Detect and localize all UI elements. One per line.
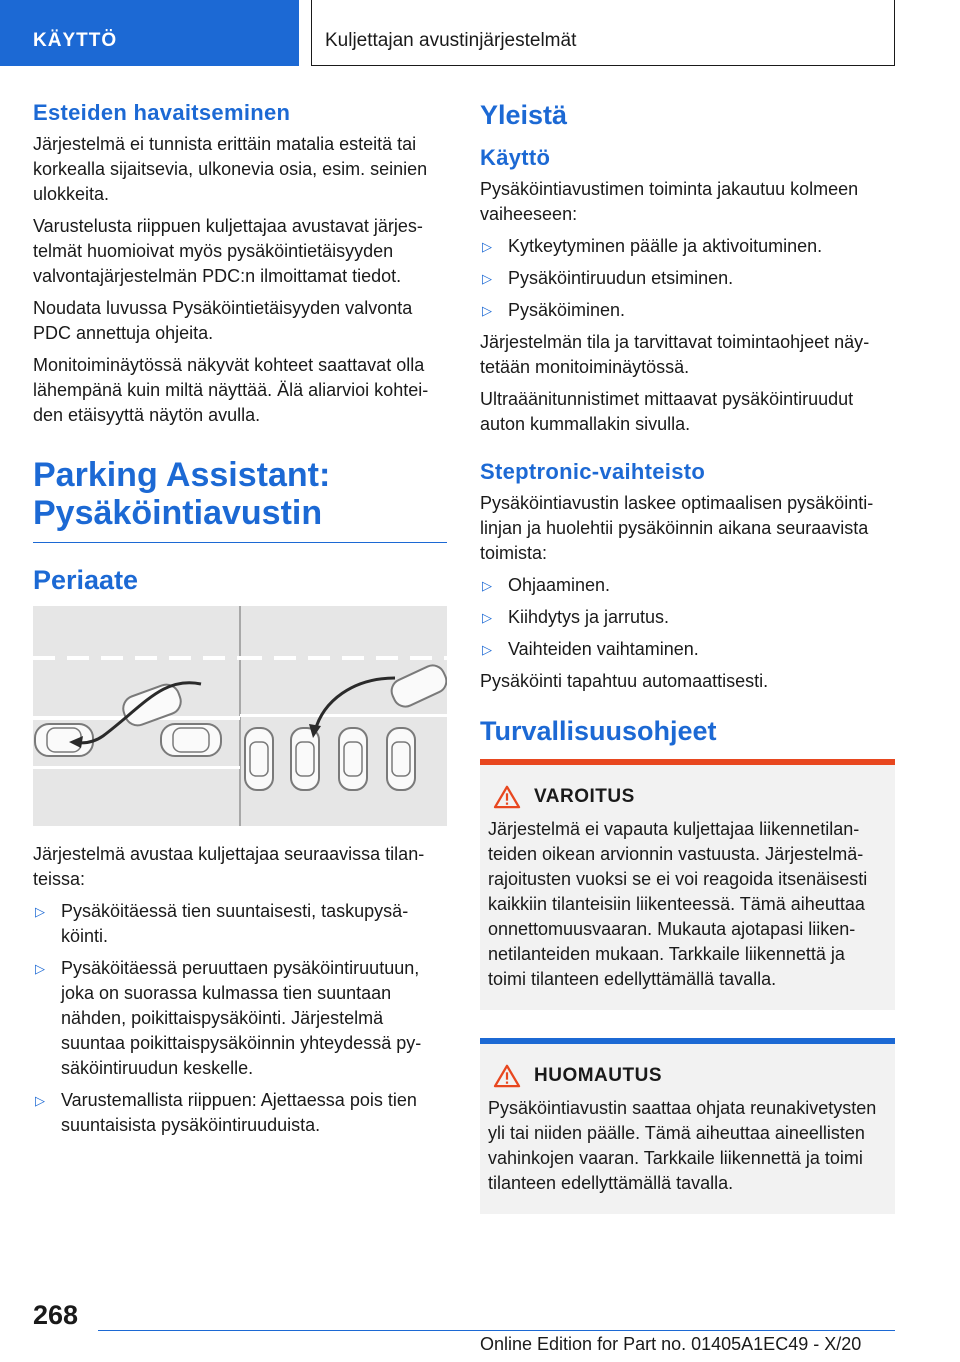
note-box — [480, 1038, 895, 1214]
page-number: 268 — [33, 1300, 79, 1330]
list-item: ▷ Pysäköitäessä peruuttaen pysäköintiruutuun, joka on suorassa kulmassa tien suuntaan nähden, poikittaispysäköinti. Järjestelmä suuntaa poikittaispysäköinnin yhteydessä pysäköintiruudun keskelle. — [35, 958, 422, 1078]
triangle-bullet-icon: ▷ — [482, 642, 492, 657]
warning-triangle-icon — [492, 785, 522, 809]
note-title: HUOMAUTUS — [534, 1065, 662, 1086]
main-title: Parking Assistant: Pysäköintiavustin — [33, 456, 447, 543]
safety-heading: Turvallisuusohjeet — [480, 716, 717, 746]
triangle-bullet-icon: ▷ — [482, 239, 492, 254]
warning-header — [488, 785, 887, 809]
obstacles-paragraph-1: Järjestelmä ei tunnista erittäin matalia esteitä tai korkealla sijaitsevia, ulkonevia osia, esim. seinien ulokkeita. — [33, 134, 428, 204]
section-tab: KÄYTTÖ — [0, 0, 299, 66]
steptronic-heading: Steptronic-vaihteisto — [480, 459, 706, 484]
list-item: ▷ Kiihdytys ja jarrutus. — [480, 605, 895, 630]
general-heading: Yleistä — [480, 100, 568, 130]
operation-paragraph-2: Järjestelmän tila ja tarvittavat toimintaohjeet näytetään monitoiminäytössä. — [480, 332, 870, 377]
list-item: ▷ Pysäköitäessä tien suuntaisesti, taskupysäköinti. — [35, 901, 409, 946]
triangle-bullet-icon: ▷ — [482, 578, 492, 593]
obstacles-paragraph-3: Noudata luvussa Pysäköintietäisyyden valvonta PDC annettuja ohjeita. — [33, 298, 413, 343]
chapter-title: Kuljettajan avustinjärjestelmät — [311, 0, 895, 66]
steptronic-intro: Pysäköintiavustin laskee optimaalisen pysäköintilinjan ja huolehtii pysäköinnin aikana seuraavista toimista: — [480, 493, 874, 563]
warning-triangle-icon — [492, 1064, 522, 1088]
triangle-bullet-icon: ▷ — [35, 961, 45, 976]
triangle-bullet-icon: ▷ — [35, 1093, 45, 1108]
obstacles-paragraph-4: Monitoiminäytössä näkyvät kohteet saattavat olla lähempänä kuin miltä näyttää. Älä aliarvioi kohteiden etäisyyttä näytön avulla. — [33, 355, 429, 425]
steptronic-paragraph-2: Pysäköinti tapahtuu automaattisesti. — [480, 671, 769, 691]
triangle-bullet-icon: ▷ — [482, 271, 492, 286]
edition-note: Online Edition for Part no. 01405A1EC49 - X/20 — [480, 1334, 862, 1354]
principle-list — [33, 899, 447, 1138]
footer-divider — [98, 1330, 895, 1331]
obstacles-paragraph-2: Varustelusta riippuen kuljettajaa avustavat järjestelmät huomioivat myös pysäköintietäisyyden valvontajärjestelmän PDC:n ilmoittamat tiedot. — [33, 216, 423, 286]
list-item: ▷ Ohjaaminen. — [480, 573, 895, 598]
parking-illustration — [33, 606, 447, 826]
list-item: ▷ Kytkeytyminen päälle ja aktivoituminen. — [480, 234, 895, 259]
parking-diagram-svg — [33, 606, 447, 826]
triangle-bullet-icon: ▷ — [35, 904, 45, 919]
principle-intro: Järjestelmä avustaa kuljettajaa seuraavissa tilanteissa: — [33, 844, 425, 889]
note-header — [488, 1064, 887, 1088]
operation-heading: Käyttö — [480, 145, 551, 170]
warning-text: Järjestelmä ei vapauta kuljettajaa liikennetilanteiden oikean arvionnin vastuusta. Järjestelmärajoitusten vuoksi se ei voi reagoida itsenäisesti kaikkiin tilanteisiin liikenteessä. Tämä aiheuttaa onnettomuusvaaran. Mukauta ajotapasi liikennetilanteiden mukaan. Tarkkaile liikennettä ja toimi tilanteen edellyttämällä tavalla. — [488, 819, 868, 989]
warning-title: VAROITUS — [534, 786, 635, 807]
triangle-bullet-icon: ▷ — [482, 303, 492, 318]
left-column — [33, 100, 447, 1145]
operation-list — [480, 234, 895, 323]
note-text: Pysäköintiavustin saattaa ohjata reunakivetysten yli tai niiden päälle. Tämä aiheuttaa aineellisten vahinkojen vaaran. Tarkkaile liikennettä ja toimi tilanteen edellyttämällä tavalla. — [488, 1098, 877, 1193]
steptronic-list — [480, 573, 895, 662]
page-header — [0, 0, 960, 66]
list-item: ▷ Vaihteiden vaihtaminen. — [480, 637, 895, 662]
obstacles-heading: Esteiden havaitseminen — [33, 100, 291, 125]
list-item: ▷ Pysäköintiruudun etsiminen. — [480, 266, 895, 291]
operation-paragraph-3: Ultraäänitunnistimet mittaavat pysäköintiruudut auton kummallakin sivulla. — [480, 389, 854, 434]
right-column — [480, 100, 895, 1214]
triangle-bullet-icon: ▷ — [482, 610, 492, 625]
principle-heading: Periaate — [33, 565, 139, 595]
warning-box — [480, 759, 895, 1010]
list-item: ▷ Pysäköiminen. — [480, 298, 895, 323]
list-item: ▷ Varustemallista riippuen: Ajettaessa pois tien suuntaisista pysäköintiruuduista. — [35, 1090, 417, 1135]
operation-intro: Pysäköintiavustimen toiminta jakautuu kolmeen vaiheeseen: — [480, 179, 859, 224]
